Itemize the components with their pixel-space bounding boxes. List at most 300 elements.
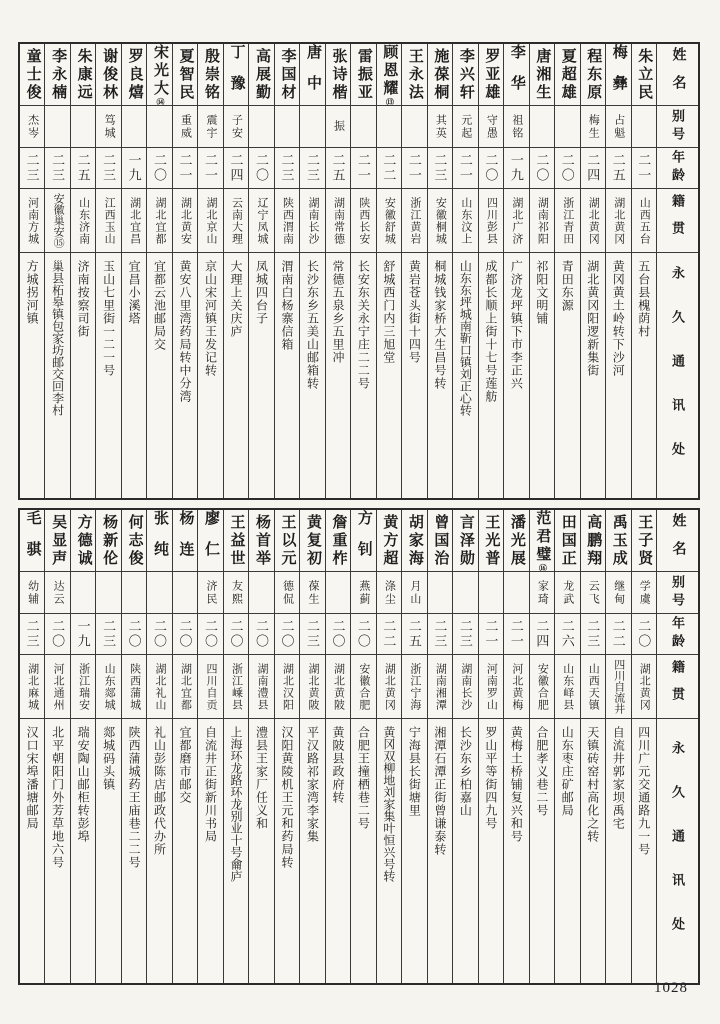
entry-native: 湖北黄安 — [173, 189, 197, 253]
entry-alias: 元起 — [453, 106, 477, 148]
entry-age: 二三 — [428, 614, 452, 655]
entry-name: 潘光展 — [504, 510, 528, 572]
entry-address: 黄梅土桥铺复兴和号 — [509, 726, 524, 843]
entry-native: 四川彭县 — [479, 189, 503, 253]
entry-column — [299, 510, 324, 983]
entry-name: 廖仁 — [198, 510, 222, 572]
entry-age: 一九 — [122, 148, 146, 189]
entry-address: 长沙东乡柏嘉山 — [458, 726, 473, 817]
entry-alias — [147, 106, 171, 148]
entry-age: 二五 — [606, 148, 630, 189]
entry-address: 天镇砖窑村高化之转 — [585, 726, 600, 843]
entry-name: 张纯 — [147, 510, 171, 572]
entry-native: 浙江瑞安 — [71, 655, 95, 719]
entry-age: 二〇 — [555, 148, 579, 189]
header-address: 永久通讯处 — [670, 741, 685, 961]
entry-column — [580, 510, 605, 983]
entry-address: 郯城码头镇 — [101, 726, 116, 791]
entry-address: 山东东坪城南靳口镇刘正心转 — [458, 260, 473, 416]
entry-native: 浙江宁海 — [402, 655, 426, 719]
entry-alias: 杰岑 — [20, 106, 44, 148]
entry-address: 京山宋河镇王发记转 — [203, 260, 218, 377]
entry-alias — [173, 572, 197, 614]
entry-column — [20, 44, 44, 498]
entry-age: 二二 — [606, 614, 630, 655]
entry-native: 山东峄县 — [555, 655, 579, 719]
entry-address: 黄安八里湾药局转中分湾 — [178, 260, 193, 403]
entry-alias — [326, 572, 350, 614]
entry-column — [70, 510, 95, 983]
entry-alias: 济民 — [198, 572, 222, 614]
entry-native: 湖北黄冈 — [606, 189, 630, 253]
entry-column — [631, 44, 656, 498]
header-age: 年龄 — [657, 148, 698, 189]
entry-age: 二四 — [581, 148, 605, 189]
entry-age: 一九 — [504, 148, 528, 189]
entry-native: 湖南湘潭 — [428, 655, 452, 719]
entry-age: 二一 — [632, 148, 656, 189]
entry-name: 王永法 — [402, 44, 426, 106]
entry-native: 河南方城 — [20, 189, 44, 253]
entry-native: 湖北黄冈 — [632, 655, 656, 719]
entry-alias — [96, 572, 120, 614]
entry-alias: 葆生 — [300, 572, 324, 614]
entry-alias: 幼辅 — [20, 572, 44, 614]
entry-alias: 涤尘 — [377, 572, 401, 614]
entry-age: 二五 — [326, 148, 350, 189]
entry-alias — [275, 106, 299, 148]
entry-native: 浙江嵊县 — [224, 655, 248, 719]
entry-native: 云南大理 — [224, 189, 248, 253]
entry-age: 二〇 — [122, 614, 146, 655]
entry-alias: 龙武 — [555, 572, 579, 614]
entry-address: 自流井郭家坝禹宅 — [611, 726, 626, 830]
entry-name: 范君璧⑯ — [530, 510, 554, 572]
entry-name: 王益世 — [224, 510, 248, 572]
entry-address: 渭南白杨寨信箱 — [279, 260, 294, 351]
entry-address: 宜都云池邮局交 — [152, 260, 167, 351]
entry-alias — [530, 106, 554, 148]
entry-name: 胡家海 — [402, 510, 426, 572]
entry-age: 二三 — [20, 148, 44, 189]
header-alias: 别号 — [657, 572, 698, 614]
entry-name: 詹重柞 — [326, 510, 350, 572]
header-name: 姓名 — [657, 510, 698, 572]
entry-age: 二〇 — [632, 614, 656, 655]
entry-column — [376, 44, 401, 498]
entry-alias — [351, 106, 375, 148]
entry-alias: 云飞 — [581, 572, 605, 614]
entry-native: 安徽巢安⑮ — [45, 189, 69, 253]
entry-column — [299, 44, 324, 498]
entry-address: 汉阳黄陵机王元和药局转 — [279, 726, 294, 869]
entry-column — [605, 44, 630, 498]
entry-address: 广济龙坪镇下市李正兴 — [509, 260, 524, 390]
entry-age: 二〇 — [275, 614, 299, 655]
entry-alias: 震宇 — [198, 106, 222, 148]
entry-column — [172, 44, 197, 498]
entry-age: 二〇 — [351, 614, 375, 655]
entry-column — [172, 510, 197, 983]
entry-alias: 占魁 — [606, 106, 630, 148]
entry-name: 张诗楷 — [326, 44, 350, 106]
entry-native: 湖北麻城 — [20, 655, 44, 719]
entry-name: 曾国治 — [428, 510, 452, 572]
entry-native: 四川自流井 — [606, 655, 630, 719]
entry-native: 湖南祁阳 — [530, 189, 554, 253]
entry-address: 合肥孝义巷二号 — [534, 726, 549, 817]
entry-alias: 友熙 — [224, 572, 248, 614]
entry-name: 毛骐 — [20, 510, 44, 572]
entry-name: 黄复初 — [300, 510, 324, 572]
entry-native: 湖北宜都 — [147, 189, 171, 253]
entry-name: 施葆桐 — [428, 44, 452, 106]
entry-address: 山东枣庄矿邮局 — [560, 726, 575, 817]
entry-name: 王子贤 — [632, 510, 656, 572]
entry-address: 长安东关永宁庄二二号 — [356, 260, 371, 390]
entry-column — [350, 44, 375, 498]
entry-address: 长沙东乡五美山邮箱转 — [305, 260, 320, 390]
entry-native: 河北黄梅 — [504, 655, 528, 719]
entry-column — [223, 44, 248, 498]
entry-name: 高鹏翔 — [581, 510, 605, 572]
entry-alias: 德侃 — [275, 572, 299, 614]
entry-address: 青田东源 — [560, 260, 575, 312]
entry-native: 辽宁凤城 — [249, 189, 273, 253]
entry-address: 黄陂县政府转 — [330, 726, 345, 804]
entry-alias — [504, 572, 528, 614]
entry-address: 祁阳文明铺 — [534, 260, 549, 325]
entry-age: 二〇 — [147, 614, 171, 655]
entry-column — [325, 510, 350, 983]
entry-name: 朱立民 — [632, 44, 656, 106]
entry-native: 山西天镇 — [581, 655, 605, 719]
entry-alias: 梅生 — [581, 106, 605, 148]
entry-address: 常德五泉乡五里冲 — [330, 260, 345, 364]
entry-column — [121, 44, 146, 498]
entry-age: 二三 — [300, 148, 324, 189]
entry-name: 李华 — [504, 44, 528, 106]
entry-native: 陕西蒲城 — [122, 655, 146, 719]
entry-column — [503, 44, 528, 498]
entry-address: 礼山彭陈店邮政代办所 — [152, 726, 167, 856]
entry-address: 黄冈黄土岭转下沙河 — [611, 260, 626, 377]
entry-alias: 达云 — [45, 572, 69, 614]
entry-column — [427, 510, 452, 983]
entry-address: 成都长顺上街十七号莲舫 — [483, 260, 498, 403]
header-name: 姓名 — [657, 44, 698, 106]
entry-name: 夏智民 — [173, 44, 197, 106]
entry-address: 大理上关庆庐 — [229, 260, 243, 338]
entry-column — [478, 510, 503, 983]
entry-age: 二一 — [198, 148, 222, 189]
entry-address: 澧县王家厂任义和 — [254, 726, 269, 830]
entry-column — [580, 44, 605, 498]
entry-name: 杨新伦 — [96, 510, 120, 572]
entry-native: 湖北黄冈 — [377, 655, 401, 719]
entry-age: 二〇 — [249, 148, 273, 189]
entry-native: 陕西长安 — [351, 189, 375, 253]
entry-age: 二一 — [453, 148, 477, 189]
entry-name: 王以元 — [275, 510, 299, 572]
entry-address: 巢县柘皋镇包家坊邮交回李村 — [50, 260, 65, 416]
entry-name: 程东原 — [581, 44, 605, 106]
entry-alias: 重威 — [173, 106, 197, 148]
entry-alias: 月山 — [402, 572, 426, 614]
entry-address: 汉口宋埠潘塘邮局 — [25, 726, 40, 830]
entry-alias — [249, 106, 273, 148]
entry-age: 二四 — [224, 148, 248, 189]
entry-address: 湖北黄冈阳逻新集街 — [585, 260, 600, 377]
entry-age: 二六 — [555, 614, 579, 655]
entry-column — [605, 510, 630, 983]
header-column — [656, 44, 698, 498]
entry-native: 湖北宜昌 — [122, 189, 146, 253]
entry-native: 湖南长沙 — [453, 655, 477, 719]
entry-native: 陕西渭南 — [275, 189, 299, 253]
entry-column — [121, 510, 146, 983]
entry-native: 湖北黄陂 — [300, 655, 324, 719]
entry-age: 二一 — [173, 148, 197, 189]
entry-column — [274, 510, 299, 983]
entry-column — [325, 44, 350, 498]
entry-native: 湖北京山 — [198, 189, 222, 253]
entry-column — [529, 44, 554, 498]
entry-address: 平汉路祁家湾李家集 — [305, 726, 320, 843]
entry-name: 宋光大⑭ — [147, 44, 171, 106]
entry-native: 安徽桐城 — [428, 189, 452, 253]
entry-alias — [71, 106, 95, 148]
entry-column — [350, 510, 375, 983]
entry-name: 田国正 — [555, 510, 579, 572]
entry-column — [248, 44, 273, 498]
entry-name: 王光普 — [479, 510, 503, 572]
footnote-marker: ⑯ — [538, 563, 548, 572]
entry-column — [146, 44, 171, 498]
entry-age: 二〇 — [224, 614, 248, 655]
entry-native: 山西五台 — [632, 189, 656, 253]
header-age: 年龄 — [657, 614, 698, 655]
entry-alias — [428, 572, 452, 614]
entry-native: 四川自贡 — [198, 655, 222, 719]
entry-alias: 家琦 — [530, 572, 554, 614]
entry-column — [452, 510, 477, 983]
entry-age: 二一 — [504, 614, 528, 655]
entry-name: 朱康远 — [71, 44, 95, 106]
entry-native: 湖北广济 — [504, 189, 528, 253]
footnote-marker: ⑭ — [156, 97, 166, 106]
entry-age: 二五 — [71, 148, 95, 189]
entry-age: 二〇 — [326, 614, 350, 655]
entry-age: 二〇 — [249, 614, 273, 655]
header-address: 永久通讯处 — [670, 265, 685, 486]
entry-address: 湘潭石潭正街曾谦泰转 — [432, 726, 447, 856]
entry-age: 二五 — [402, 614, 426, 655]
entry-column — [503, 510, 528, 983]
entry-address: 黄岩苍头街十四号 — [407, 260, 422, 364]
entry-address: 罗山平等街四九号 — [483, 726, 498, 830]
entry-name: 方德诚 — [71, 510, 95, 572]
entry-alias — [122, 106, 146, 148]
register-table-bottom — [18, 508, 700, 985]
page-number: 1028 — [654, 980, 688, 996]
entry-address: 方城拐河镇 — [25, 260, 40, 325]
header-column — [656, 510, 698, 983]
entry-alias: 祖铭 — [504, 106, 528, 148]
entry-address: 自流井正街新川书局 — [203, 726, 218, 843]
entry-age: 二二 — [377, 148, 401, 189]
entry-age: 二三 — [581, 614, 605, 655]
entry-name: 罗亚雄 — [479, 44, 503, 106]
entry-name: 何志俊 — [122, 510, 146, 572]
entry-column — [401, 510, 426, 983]
entry-native: 湖南常德 — [326, 189, 350, 253]
entry-age: 二〇 — [45, 614, 69, 655]
entry-name: 丁豫 — [224, 44, 248, 106]
entry-column — [146, 510, 171, 983]
entry-alias — [45, 106, 69, 148]
entry-alias — [147, 572, 171, 614]
entry-age: 二三 — [45, 148, 69, 189]
entry-age: 二三 — [275, 148, 299, 189]
entry-age: 二〇 — [173, 614, 197, 655]
entry-name: 杨首举 — [249, 510, 273, 572]
entry-column — [44, 510, 69, 983]
entry-name: 殷崇铭 — [198, 44, 222, 106]
entry-native: 湖南澧县 — [249, 655, 273, 719]
entry-alias — [71, 572, 95, 614]
entry-column — [376, 510, 401, 983]
entry-alias — [555, 106, 579, 148]
entry-name: 雷振亚 — [351, 44, 375, 106]
entry-name: 顾恩耀⑬ — [377, 44, 401, 106]
entry-address: 上海环龙路环龙别业十号龠庐 — [229, 726, 243, 882]
entry-native: 浙江黄岩 — [402, 189, 426, 253]
entry-column — [452, 44, 477, 498]
entry-alias — [632, 106, 656, 148]
entry-name: 禹玉成 — [606, 510, 630, 572]
entry-address: 五台县槐荫村 — [636, 260, 651, 338]
entry-native: 湖北礼山 — [147, 655, 171, 719]
entry-name: 李永楠 — [45, 44, 69, 106]
entry-native: 湖北宜都 — [173, 655, 197, 719]
entry-column — [529, 510, 554, 983]
entry-address: 宜都磨市邮交 — [178, 726, 193, 804]
entry-name: 言泽勋 — [453, 510, 477, 572]
entry-name: 李国材 — [275, 44, 299, 106]
entry-column — [44, 44, 69, 498]
entry-name: 吴显声 — [45, 510, 69, 572]
entry-address: 玉山七里街一二一号 — [101, 260, 116, 377]
entry-native: 山东郯城 — [96, 655, 120, 719]
entry-alias: 笃城 — [96, 106, 120, 148]
entry-name: 唐中 — [300, 44, 324, 106]
entry-name: 谢俊林 — [96, 44, 120, 106]
entry-column — [427, 44, 452, 498]
entry-age: 二三 — [20, 614, 44, 655]
entry-age: 二三 — [96, 148, 120, 189]
entry-native: 湖北汉阳 — [275, 655, 299, 719]
entry-column — [197, 44, 222, 498]
entry-age: 二三 — [428, 148, 452, 189]
entry-column — [274, 44, 299, 498]
entry-address: 陕西蒲城药王庙巷二二号 — [127, 726, 142, 869]
entry-alias — [453, 572, 477, 614]
header-native: 籍贯 — [657, 189, 698, 253]
entry-column — [631, 510, 656, 983]
entry-native: 安徽舒城 — [377, 189, 401, 253]
entry-name: 杨连 — [173, 510, 197, 572]
entry-age: 二三 — [96, 614, 120, 655]
entry-age: 二三 — [300, 614, 324, 655]
entry-name: 夏超雄 — [555, 44, 579, 106]
entry-native: 江西玉山 — [96, 189, 120, 253]
entry-native: 河南罗山 — [479, 655, 503, 719]
entry-age: 二〇 — [147, 148, 171, 189]
entry-address: 桐城钱家桥大生昌号转 — [432, 260, 447, 390]
entry-column — [20, 510, 44, 983]
entry-alias — [402, 106, 426, 148]
entry-name: 唐湘生 — [530, 44, 554, 106]
entry-column — [70, 44, 95, 498]
entry-age: 二三 — [453, 614, 477, 655]
entry-alias — [479, 572, 503, 614]
entry-age: 二〇 — [530, 148, 554, 189]
entry-alias — [377, 106, 401, 148]
entry-native: 湖北黄陂 — [326, 655, 350, 719]
entry-name: 童士俊 — [20, 44, 44, 106]
entry-alias: 振 — [326, 106, 350, 148]
entry-native: 湖北黄冈 — [581, 189, 605, 253]
entry-address: 舒城西门内三旭堂 — [381, 260, 396, 364]
entry-alias: 继甸 — [606, 572, 630, 614]
entry-native: 山东汶上 — [453, 189, 477, 253]
entry-column — [95, 510, 120, 983]
entry-native: 安徽合肥 — [530, 655, 554, 719]
entry-column — [223, 510, 248, 983]
entry-address: 宁海县长街塘里 — [407, 726, 422, 817]
footnote-marker: ⑬ — [385, 97, 395, 106]
entry-age: 二四 — [530, 614, 554, 655]
entry-alias: 其英 — [428, 106, 452, 148]
entry-column — [401, 44, 426, 498]
entry-native: 安徽合肥 — [351, 655, 375, 719]
entry-name: 高展勤 — [249, 44, 273, 106]
entry-column — [248, 510, 273, 983]
entry-name: 方钊 — [351, 510, 375, 572]
entry-name: 李兴轩 — [453, 44, 477, 106]
entry-name: 梅彝 — [606, 44, 630, 106]
entry-address: 四川广元交通路九一号 — [636, 726, 651, 856]
entry-age: 二一 — [402, 148, 426, 189]
entry-alias — [300, 106, 324, 148]
entry-column — [554, 510, 579, 983]
header-alias: 别号 — [657, 106, 698, 148]
entry-address: 黄冈双柳地刘家集叶恒兴号转 — [381, 726, 396, 882]
register-table-top — [18, 42, 700, 500]
header-native: 籍贯 — [657, 655, 698, 719]
entry-alias: 守愚 — [479, 106, 503, 148]
entry-address: 济南按察司街 — [76, 260, 91, 338]
entry-native: 湖南长沙 — [300, 189, 324, 253]
entry-age: 二〇 — [479, 148, 503, 189]
entry-alias: 学虞 — [632, 572, 656, 614]
entry-native: 山东济南 — [71, 189, 95, 253]
entry-native: 浙江青田 — [555, 189, 579, 253]
entry-column — [478, 44, 503, 498]
entry-alias — [249, 572, 273, 614]
entry-address: 合肥王撞栖巷二号 — [356, 726, 371, 830]
